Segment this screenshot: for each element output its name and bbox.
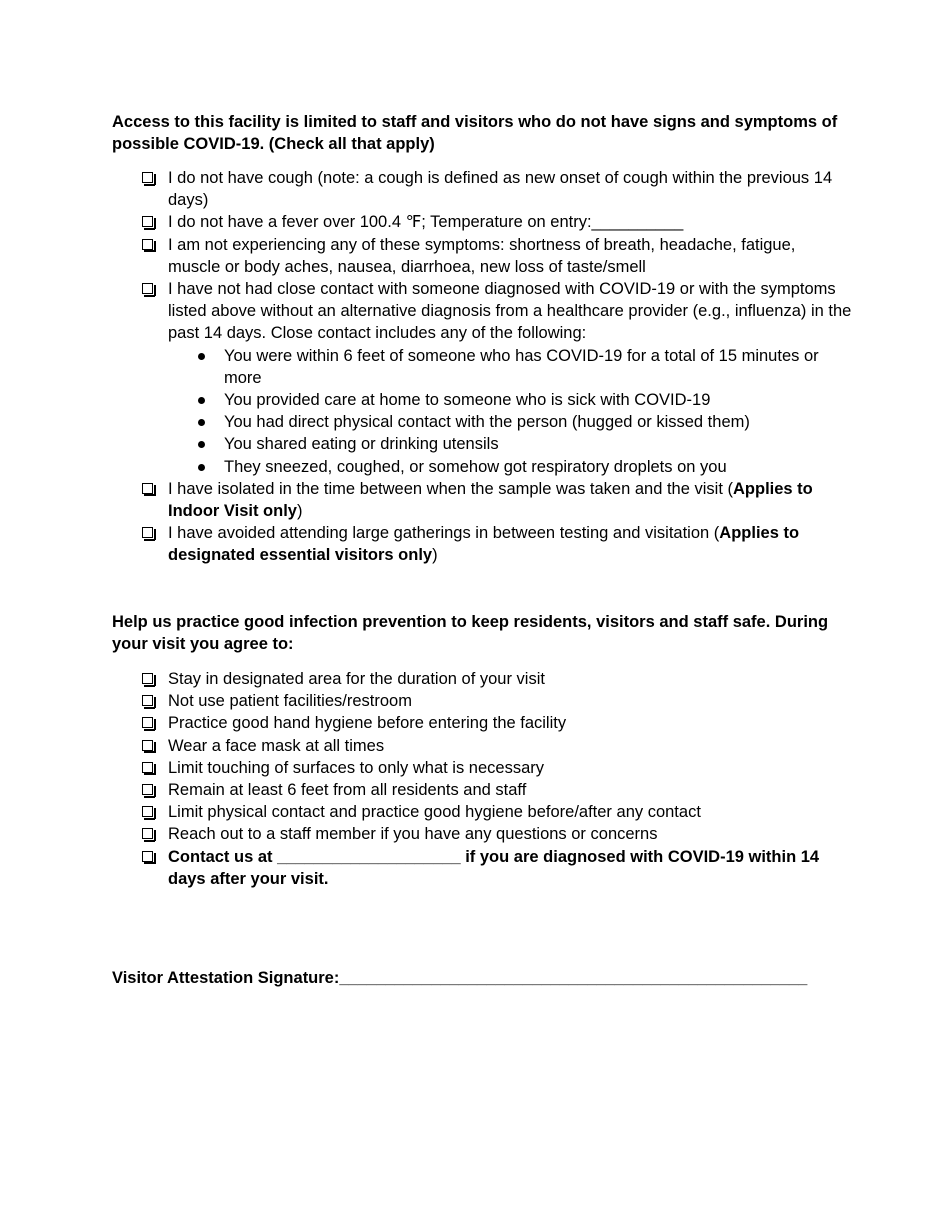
check-item-contact-us: Contact us at ____________________ if you are diagnosed with COVID-19 within 14 days after your visit. bbox=[112, 846, 852, 890]
prevention-checklist bbox=[112, 668, 852, 890]
signature-line[interactable]: Visitor Attestation Signature:___________________________________________________ bbox=[112, 969, 808, 987]
check-item: Limit touching of surfaces to only what is necessary bbox=[112, 757, 852, 779]
check-item: Stay in designated area for the duration of your visit bbox=[112, 668, 852, 690]
list-item: You had direct physical contact with the person (hugged or kissed them) bbox=[168, 411, 852, 433]
check-item-close-contact: I have not had close contact with someone diagnosed with COVID-19 or with the symptoms listed above without an alternative diagnosis from a healthcare provider (e.g., influenza) in the past 14 days. Close contact includes any of the following: You were within 6 feet of someone who has COVID-19 for a total of 15 minutes or more You provided care at home to someone who is sick with COVID-19 You had direct physical contact with the person (hugged or kissed them) You shared eating or drinking utensils They sneezed, coughed, or somehow got respiratory droplets on you bbox=[112, 278, 852, 478]
check-item-isolated: I have isolated in the time between when the sample was taken and the visit (Applies to Indoor Visit only) bbox=[112, 478, 852, 522]
checkbox[interactable] bbox=[142, 172, 153, 183]
screening-section bbox=[112, 111, 852, 567]
checkbox[interactable] bbox=[142, 239, 153, 250]
checkbox[interactable] bbox=[142, 283, 153, 294]
checkbox[interactable] bbox=[142, 828, 153, 839]
bullet-icon bbox=[198, 441, 205, 448]
checkbox[interactable] bbox=[142, 527, 153, 538]
checkbox[interactable] bbox=[142, 216, 153, 227]
bullet-icon bbox=[198, 397, 205, 404]
list-item: They sneezed, coughed, or somehow got respiratory droplets on you bbox=[168, 456, 852, 478]
check-item: Practice good hand hygiene before entering the facility bbox=[112, 712, 852, 734]
check-item: Wear a face mask at all times bbox=[112, 735, 852, 757]
prevention-heading: Help us practice good infection prevention to keep residents, visitors and staff safe. During your visit you agree to: bbox=[112, 613, 829, 653]
checkbox[interactable] bbox=[142, 483, 153, 494]
prevention-section bbox=[112, 611, 852, 890]
check-item: Remain at least 6 feet from all residents and staff bbox=[112, 779, 852, 801]
check-item: Limit physical contact and practice good hygiene before/after any contact bbox=[112, 801, 852, 823]
check-item: Reach out to a staff member if you have any questions or concerns bbox=[112, 823, 852, 845]
bullet-icon bbox=[198, 464, 205, 471]
check-item-symptoms: I am not experiencing any of these symptoms: shortness of breath, headache, fatigue, muscle or body aches, nausea, diarrhoea, new loss of taste/smell bbox=[112, 234, 852, 278]
close-contact-list bbox=[168, 345, 852, 478]
checkbox[interactable] bbox=[142, 762, 153, 773]
checkbox[interactable] bbox=[142, 851, 153, 862]
check-item-fever: I do not have a fever over 100.4 ℉; Temperature on entry:__________ bbox=[112, 211, 852, 233]
screening-checklist bbox=[112, 167, 852, 567]
check-item-gatherings: I have avoided attending large gatherings in between testing and visitation (Applies to designated essential visitors only) bbox=[112, 522, 852, 566]
bullet-icon bbox=[198, 353, 205, 360]
checkbox[interactable] bbox=[142, 695, 153, 706]
checkbox[interactable] bbox=[142, 806, 153, 817]
checkbox[interactable] bbox=[142, 784, 153, 795]
list-item: You were within 6 feet of someone who has COVID-19 for a total of 15 minutes or more bbox=[168, 345, 852, 389]
checkbox[interactable] bbox=[142, 717, 153, 728]
bullet-icon bbox=[198, 419, 205, 426]
list-item: You provided care at home to someone who is sick with COVID-19 bbox=[168, 389, 852, 411]
check-item: Not use patient facilities/restroom bbox=[112, 690, 852, 712]
list-item: You shared eating or drinking utensils bbox=[168, 433, 852, 455]
screening-heading: Access to this facility is limited to staff and visitors who do not have signs and symptoms of possible COVID-19. (Check all that apply) bbox=[112, 113, 838, 153]
signature-section bbox=[112, 967, 872, 989]
check-item-cough: I do not have cough (note: a cough is defined as new onset of cough within the previous 14 days) bbox=[112, 167, 852, 211]
checkbox[interactable] bbox=[142, 673, 153, 684]
checkbox[interactable] bbox=[142, 740, 153, 751]
